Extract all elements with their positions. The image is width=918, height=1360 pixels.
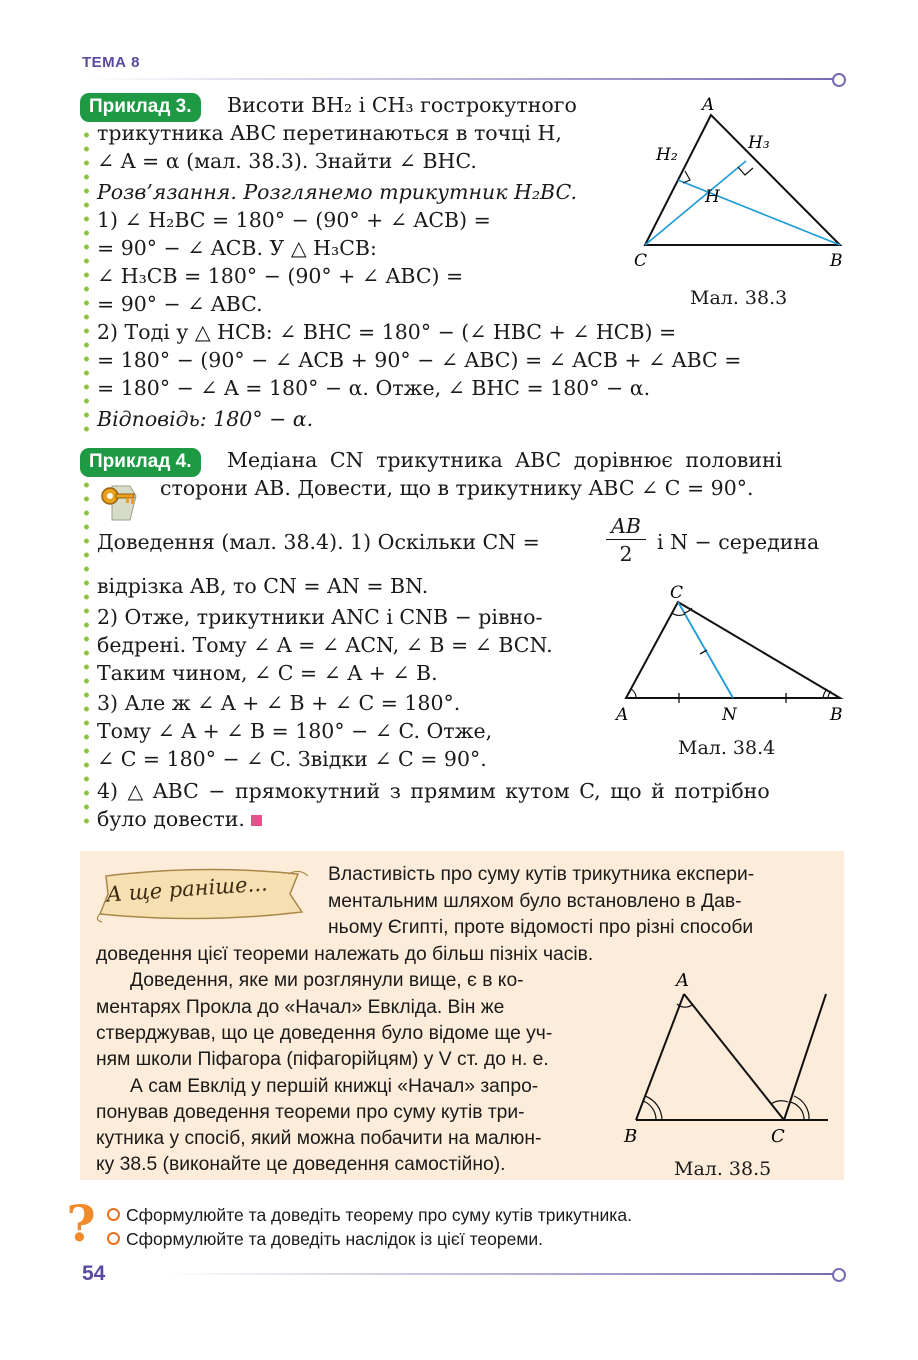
vertex-label-c: C bbox=[634, 251, 648, 270]
text-line: ∠ H₃CB = 180° − (90° + ∠ ABC) = bbox=[97, 264, 464, 288]
fraction bbox=[606, 514, 646, 566]
text-line: Доведення, яке ми розглянули вище, є в ко- bbox=[130, 970, 524, 991]
example-4-badge: Приклад 4. bbox=[80, 448, 201, 477]
text-line: = 90° − ∠ ACB. У △ H₃CB: bbox=[97, 236, 377, 260]
text-line: Властивість про суму кутів трикутника експери- bbox=[328, 864, 755, 885]
bullet-icon bbox=[107, 1208, 120, 1221]
vertex-label-b: B bbox=[830, 705, 843, 725]
question-text: Сформулюйте та доведіть теорему про суму кутів трикутника. bbox=[126, 1205, 632, 1225]
footer-divider-end-icon bbox=[832, 1268, 846, 1282]
text-line: 4) △ ABC − прямокутний з прямим кутом C, що й потрібно bbox=[97, 779, 770, 803]
vertex-label-a: A bbox=[676, 970, 689, 991]
footer-divider bbox=[165, 1273, 835, 1275]
text-line: Розв’язання. Розглянемо трикутник H₂BC. bbox=[97, 180, 577, 204]
text-line: відрізка AB, то CN = AN = BN. bbox=[97, 574, 429, 598]
figure-caption: Мал. 38.5 bbox=[674, 1158, 772, 1180]
vertex-label-c: C bbox=[670, 583, 684, 603]
text-line: кутника у спосіб, який можна побачити на малюн- bbox=[96, 1128, 542, 1149]
text-line: і N − середина bbox=[657, 530, 820, 554]
question-item bbox=[107, 1202, 632, 1228]
text-line: Медіана CN трикутника ABC дорівнює половині bbox=[227, 448, 783, 472]
text-line: ментальним шляхом було встановлено в Дав- bbox=[328, 891, 742, 912]
vertex-label-a: A bbox=[616, 705, 629, 725]
text-line: 2) Отже, трикутники ANC і CNB − рівно- bbox=[97, 605, 543, 629]
page-number: 54 bbox=[82, 1262, 106, 1285]
figure-caption: Мал. 38.3 bbox=[690, 287, 788, 309]
text-line: ньому Єгипті, проте відомості про різні способи bbox=[328, 917, 754, 938]
figure-38-5 bbox=[616, 964, 836, 1152]
text-line bbox=[97, 805, 262, 833]
header-divider-end-icon bbox=[832, 73, 846, 87]
text-line: Доведення (мал. 38.4). 1) Оскільки CN = bbox=[97, 530, 540, 554]
figure-38-4 bbox=[612, 578, 862, 728]
text-line: 1) ∠ H₂BC = 180° − (90° + ∠ ACB) = bbox=[97, 208, 491, 232]
fraction-denominator: 2 bbox=[619, 542, 633, 566]
point-label-n: N bbox=[722, 705, 737, 725]
text-line: А сам Евклід у першій книжці «Начал» запро- bbox=[130, 1076, 539, 1097]
text-line: доведення цієї теореми належать до більш пізніх часів. bbox=[96, 944, 594, 965]
text-line: трикутника ABC перетинаються в точці H, bbox=[97, 121, 562, 145]
text-line: = 90° − ∠ ABC. bbox=[97, 292, 263, 316]
text-line: ням школи Піфагора (піфагорійцям) у V ст. до н. е. bbox=[96, 1049, 549, 1070]
vertex-label-b: B bbox=[624, 1126, 638, 1147]
text-line: ∠ C = 180° − ∠ C. Звідки ∠ C = 90°. bbox=[97, 747, 487, 771]
margin-dots bbox=[84, 128, 89, 433]
vertex-label-a: A bbox=[702, 95, 715, 115]
fraction-numerator: AB bbox=[606, 514, 646, 540]
point-label-h: H bbox=[705, 187, 720, 207]
end-of-proof-icon bbox=[251, 815, 262, 826]
vertex-label-b: B bbox=[830, 251, 843, 270]
example-3-badge: Приклад 3. bbox=[80, 93, 201, 122]
text-line: = 180° − (90° − ∠ ACB + 90° − ∠ ABC) = ∠ ACB + ∠ ABC = bbox=[97, 348, 742, 372]
text-line: сторони AB. Довести, що в трикутнику ABC ∠ C = 90°. bbox=[160, 476, 754, 500]
text-line: стверджував, що це доведення було відоме ще уч- bbox=[96, 1023, 553, 1044]
point-label-h3: H₃ bbox=[748, 133, 770, 153]
text-line: Висоти BH₂ і CH₃ гострокутного bbox=[227, 93, 577, 117]
vertex-label-c: C bbox=[771, 1126, 785, 1147]
text-line: Тому ∠ A + ∠ B = 180° − ∠ C. Отже, bbox=[97, 719, 493, 743]
figure-caption: Мал. 38.4 bbox=[678, 737, 776, 759]
figure-38-3 bbox=[630, 90, 860, 270]
text-line: Таким чином, ∠ C = ∠ A + ∠ B. bbox=[97, 661, 438, 685]
text-line: бедрені. Тому ∠ A = ∠ ACN, ∠ B = ∠ BCN. bbox=[97, 633, 553, 657]
margin-dots bbox=[84, 478, 89, 830]
text-line: ментарях Прокла до «Начал» Евкліда. Він же bbox=[96, 997, 505, 1018]
theme-label: ТЕМА 8 bbox=[82, 54, 141, 71]
bullet-icon bbox=[107, 1232, 120, 1245]
header-divider bbox=[82, 78, 834, 80]
question-text: Сформулюйте та доведіть наслідок із цієї теореми. bbox=[126, 1229, 543, 1249]
question-mark-icon: ? bbox=[66, 1194, 96, 1253]
text-line: = 180° − ∠ A = 180° − α. Отже, ∠ BHC = 180° − α. bbox=[97, 376, 651, 400]
text-line: 2) Тоді у △ HCB: ∠ BHC = 180° − (∠ HBC + ∠ HCB) = bbox=[97, 320, 677, 344]
point-label-h2: H₂ bbox=[656, 145, 678, 165]
text-line-final: було довести. bbox=[97, 807, 245, 831]
answer-line: Відповідь: 180° − α. bbox=[97, 407, 314, 431]
text-line: ку 38.5 (виконайте це доведення самостійно). bbox=[96, 1154, 506, 1175]
key-icon bbox=[96, 476, 142, 522]
text-line: ∠ A = α (мал. 38.3). Знайти ∠ BHC. bbox=[97, 149, 477, 173]
question-item bbox=[107, 1226, 543, 1252]
text-line: понував доведення теореми про суму кутів три- bbox=[96, 1102, 525, 1123]
text-line: 3) Але ж ∠ A + ∠ B + ∠ C = 180°. bbox=[97, 691, 461, 715]
ribbon-label: А ще раніше... bbox=[105, 871, 269, 907]
